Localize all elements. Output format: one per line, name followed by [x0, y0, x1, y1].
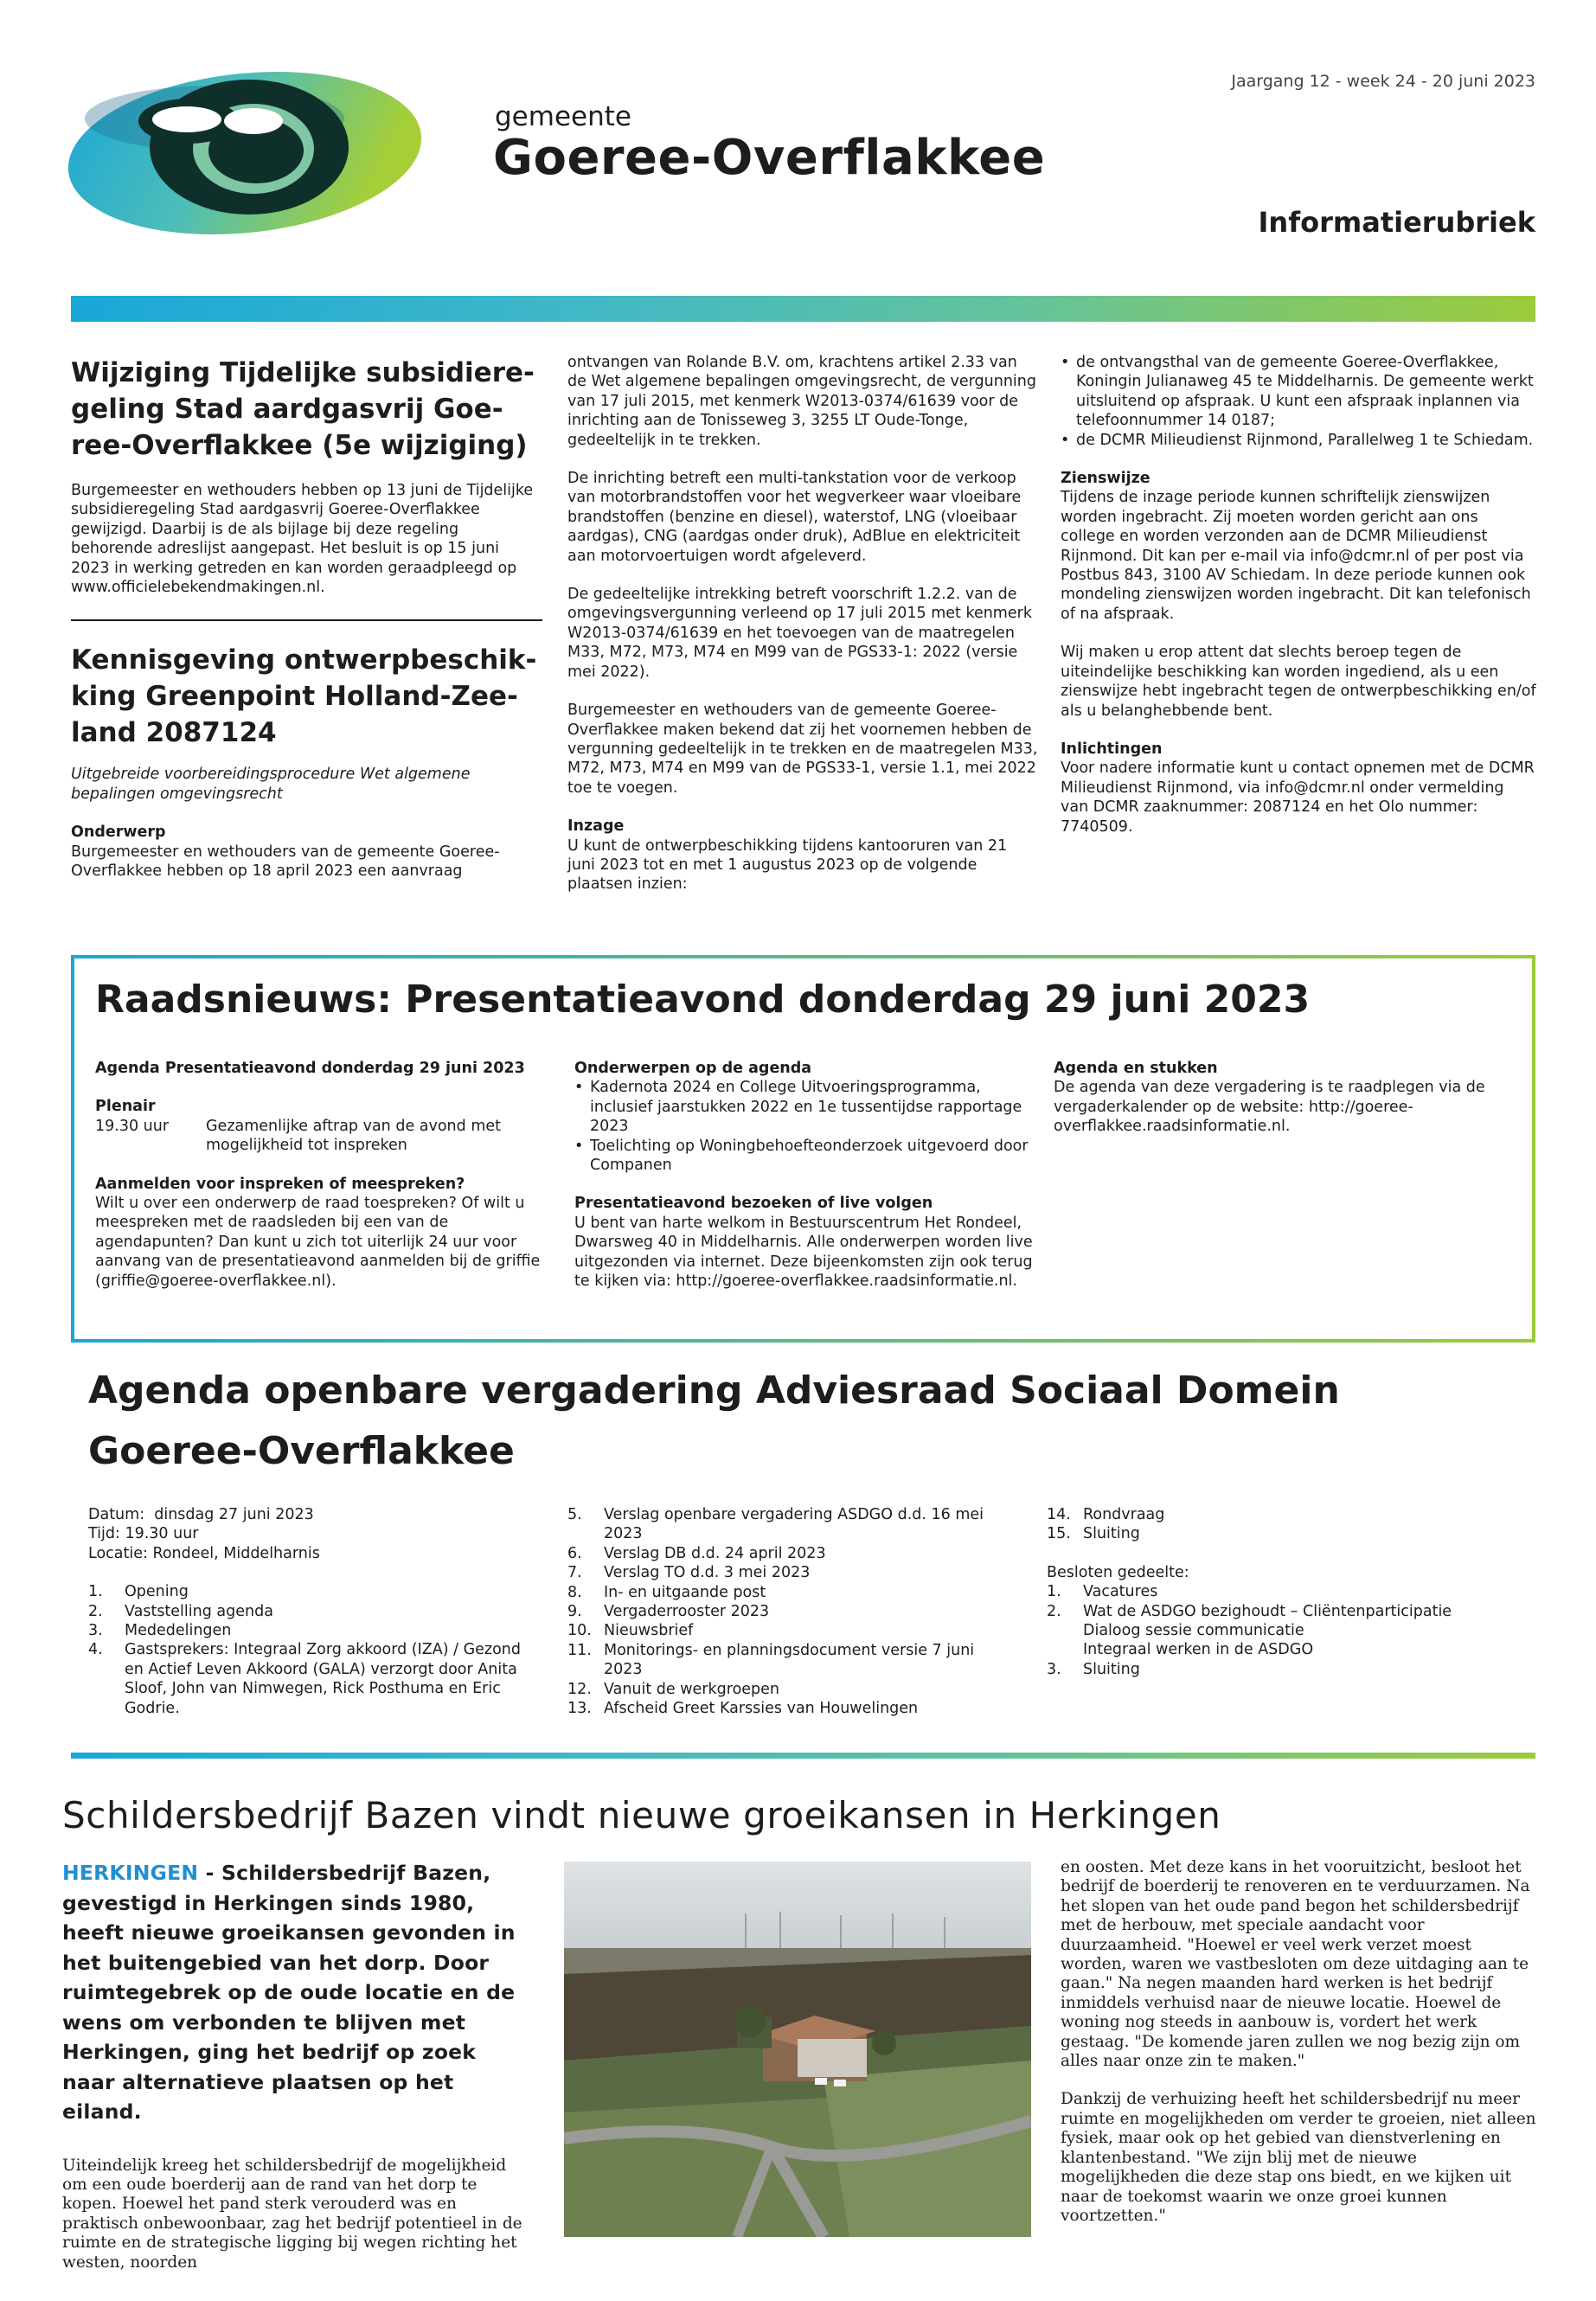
onderwerpen-list: [574, 1078, 1033, 1175]
greenpoint-p1: ontvangen van Rolande B.V. om, krachtens artikel 2.33 van de Wet algemene bepalingen omgevingsrecht, de vergunning van 17 juli 2015, met kenmerk W2013-0374/61639 voor de inrichting aan de Tonisseweg 3, 3255 LT Oude-Tonge, gedeeltelijk in te trekken.: [567, 354, 1036, 449]
article-subsidie-title: Wijziging Tijdelijke subsidiere-geling Stad aardgasvrij Goe-ree-Overflakkee (5e wijziging): [71, 357, 535, 461]
list-item: • Toelichting op Woningbehoefteonderzoek uitgevoerd door Companen: [590, 1137, 1033, 1176]
inlichtingen-text: Voor nadere informatie kunt u contact opnemen met de DCMR Milieudienst Rijnmond, via info@dcmr.nl onder vermelding van DCMR zaaknummer: 2087124 en het Olo nummer: 7740509.: [1061, 760, 1535, 836]
news-col-3: [1061, 1858, 1538, 2226]
greenpoint-p3: De gedeeltelijke intrekking betreft voorschrift 1.2.2. van de omgevingsvergunning verleend op 17 juli 2015 met kenmerk W2013-0374/61639 en het toevoegen van de maatregelen M33, M72, M73, M74 en M99 van de PGS33-1: 2022 (versie mei 2022).: [567, 586, 1032, 681]
news-lead: [62, 1858, 535, 2127]
municipality-logo: [67, 71, 448, 253]
asd-locatie: Locatie: Rondeel, Middelharnis: [88, 1544, 320, 1562]
list-item: 2. Vaststelling agenda: [88, 1602, 273, 1620]
asd-agenda-list-1: [88, 1582, 538, 1718]
greenpoint-p4: Burgemeester en wethouders van de gemeente Goeree-Overflakkee maken bekend dat zij het voornemen hebben de vergunning gedeeltelijk in te trekken en de maatregelen M33, M72, M73, M74 en M99 van de PGS33-1, versie 1.1, mei 2022 toe te voegen.: [567, 702, 1038, 797]
article-col-1: [71, 355, 542, 881]
greenpoint-p2: De inrichting betreft een multi-tankstation voor de verkoop van motorbrandstoffen voor het wegverkeer waar vloeibare brandstoffen (benzine en diesel), waterstof, LNG (vloeibaar aardgas), CNG (aardgas onder druk), AdBlue en elektriciteit aan motorvoertuigen wordt afgeleverd.: [567, 470, 1022, 565]
asd-agenda-list-3: [1047, 1505, 1514, 1544]
aanmelden-heading: Aanmelden voor inspreken of meespreken?: [95, 1175, 465, 1193]
beroep-text: Wij maken u erop attent dat slechts beroep tegen de uiteindelijke beschikking kan worden ingediend, als u een zienswijze hebt ingebracht tegen de ontwerpbeschikking en/of als u belanghebbende bent.: [1061, 644, 1536, 720]
list-item: 9. Vergaderrooster 2023: [567, 1603, 770, 1621]
asd-col-3: [1047, 1505, 1514, 1679]
inzage-heading: Inzage: [567, 817, 625, 836]
raad-col-2: [574, 1059, 1033, 1291]
article-col-2: [567, 353, 1038, 894]
plenair-text: Gezamenlijke aftrap van de avond met mogelijkheid tot inspreken: [206, 1117, 501, 1155]
org-name: Goeree-Overflakkee: [493, 130, 1046, 186]
list-item: 5. Verslag openbare vergadering ASDGO d.d. 16 mei 2023: [567, 1506, 984, 1543]
list-item: • Kadernota 2024 en College Uitvoeringsprogramma, inclusief jaarstukken 2022 en 1e tussentijdse rapportage 2023: [590, 1078, 1033, 1136]
list-item: 11. Monitorings- en planningsdocument versie 7 juni 2023: [567, 1641, 975, 1679]
article-col-3: [1061, 353, 1536, 836]
asd-tijd: Tijd: 19.30 uur: [88, 1525, 199, 1543]
article-greenpoint-title: Kennisgeving ontwerpbeschik-king Greenpoint Holland-Zee-land 2087124: [71, 644, 537, 749]
list-item: Dialoog sessie communicatie: [1083, 1622, 1304, 1640]
divider: [71, 619, 542, 621]
article-subsidie-body: Burgemeester en wethouders hebben op 13 juni de Tijdelijke subsidieregeling Stad aardgasvrij Goeree-Overflakkee gewijzigd. Daarbij is de als bijlage bij deze regeling behorende adreslijst aangepast. Het besluit is op 15 juni 2023 in werking getreden en kan worden geraadpleegd op www.officielebekendmakingen.nl.: [71, 482, 534, 597]
zienswijze-heading: Zienswijze: [1061, 470, 1151, 488]
article-greenpoint-subtitle: Uitgebreide voorbereidingsprocedure Wet algemene bepalingen omgevingsrecht: [71, 766, 471, 803]
onderwerpen-heading: Onderwerpen op de agenda: [574, 1060, 812, 1077]
besloten-list: [1047, 1582, 1514, 1679]
news-col-1: [62, 1858, 535, 2272]
news-p2: en oosten. Met deze kans in het vooruitzicht, besloot het bedrijf de boerderij te renoveren en te verduurzamen. Na het slopen van het oude pand begon het schildersbedrijf met de herbouw, met speciale aandacht voor duurzaamheid. "Hoewel er veel werk verzet moest worden, waren we vastbesloten om deze uitdaging aan te gaan." Na negen maanden hard werken is het bedrijf inmiddels verhuisd naar de nieuwe locatie. Hoewel de woning nog steeds in aanbouw is, vordert het werk gestaag. "De komende jaren zullen we nog bezig zijn om alles naar onze zin te maken.": [1061, 1858, 1530, 2071]
news-p1: Uiteindelijk kreeg het schildersbedrijf de mogelijkheid om een oude boerderij aan de rand van het dorp te kopen. Hoewel het pand sterk verouderd was en praktisch onbewoonbaar, zag het bedrijf potentieel in de ruimte en de strategische ligging bij wegen richting het westen, noorden: [62, 2156, 522, 2272]
stukken-heading: Agenda en stukken: [1054, 1060, 1218, 1077]
news-p3: Dankzij de verhuizing heeft het schildersbedrijf nu meer ruimte en mogelijkheden om verder te groeien, niet alleen fysiek, maar ook op het gebied van dienstverlening en klantenbestand. "We zijn blij met de nieuwe mogelijkheden die deze stap ons biedt, en we kijken uit naar de toekomst waarin we onze groei kunnen voortzetten.": [1061, 2090, 1536, 2225]
issue-line: Jaargang 12 - week 24 - 20 juni 2023: [1231, 72, 1535, 91]
news-lead-text: - Schildersbedrijf Bazen, gevestigd in Herkingen sinds 1980, heeft nieuwe groeikansen gevonden in het buitengebied van het dorp. Door ruimtegebrek op de oude locatie en de wens om verbonden te blijven met Herkingen, ging het bedrijf op zoek naar alternatieve plaatsen op het eiland.: [62, 1861, 516, 2124]
list-item: 7. Verslag TO d.d. 3 mei 2023: [567, 1564, 811, 1582]
raadsnieuws-title: Raadsnieuws: Presentatieavond donderdag 29 juni 2023: [95, 977, 1311, 1022]
onderwerp-heading: Onderwerp: [71, 824, 166, 842]
raadsnieuws-box: [71, 955, 1535, 1343]
list-item: 4. Gastsprekers: Integraal Zorg akkoord (IZA) / Gezond en Actief Leven Akkoord (GALA) verzorgt door Anita Sloof, John van Nimwegen, Rick Posthuma en Eric Godrie.: [88, 1641, 521, 1717]
asd-agenda-list-2: [567, 1505, 1017, 1718]
list-item: 8. In- en uitgaande post: [567, 1583, 766, 1601]
list-item: 14. Rondvraag: [1047, 1506, 1165, 1523]
asd-col-2: [567, 1505, 1017, 1718]
raad-col-1: [95, 1059, 545, 1291]
asd-title-line-1: Agenda openbare vergadering Adviesraad Sociaal Domein: [88, 1368, 1340, 1413]
list-item: 12. Vanuit de werkgroepen: [567, 1680, 780, 1698]
besloten-heading: Besloten gedeelte:: [1047, 1563, 1189, 1581]
onderwerp-text: Burgemeester en wethouders van de gemeente Goeree-Overflakkee hebben op 18 april 2023 een aanvraag: [71, 843, 500, 881]
list-item: 13. Afscheid Greet Karssies van Houwelingen: [567, 1700, 919, 1718]
plenair-row: [95, 1117, 545, 1156]
asd-title-line-2: Goeree-Overflakkee: [88, 1429, 515, 1473]
section-title: Informatierubriek: [1258, 206, 1535, 239]
header-bar: [71, 296, 1535, 322]
inlichtingen-heading: Inlichtingen: [1061, 740, 1163, 758]
stukken-text: De agenda van deze vergadering is te raadplegen via de vergaderkalender op de website: http://goeree-overflakkee.raadsinformatie.nl.: [1054, 1079, 1485, 1136]
list-item: 2. Wat de ASDGO bezighoudt – Cliëntenparticipatie: [1047, 1602, 1452, 1620]
list-item: 3. Sluiting: [1047, 1660, 1140, 1678]
inzage-locations: [1061, 353, 1536, 450]
org-small: gemeente: [495, 101, 631, 132]
section-divider: [71, 1753, 1535, 1759]
asd-col-1: [88, 1505, 538, 1718]
news-headline: Schildersbedrijf Bazen vindt nieuwe groeikansen in Herkingen: [62, 1794, 1221, 1836]
farm-aerial-photo: [564, 1862, 1031, 2237]
raad-col-3: [1054, 1059, 1486, 1137]
news-dateline: HERKINGEN: [62, 1861, 199, 1885]
live-text: U bent van harte welkom in Bestuurscentrum Het Rondeel, Dwarsweg 40 in Middelharnis. Alle onderwerpen worden live uitgezonden via internet. Deze bijeenkomsten zijn ook terug te kijken via: http://goeree-overflakkee.raadsinformatie.nl.: [574, 1214, 1033, 1291]
header: [0, 0, 1596, 320]
inzage-text: U kunt de ontwerpbeschikking tijdens kantooruren van 21 juni 2023 tot en met 1 augustus 2023 op de volgende plaatsen inzien:: [567, 836, 1008, 894]
list-item: 15. Sluiting: [1047, 1525, 1140, 1543]
live-heading: Presentatieavond bezoeken of live volgen: [574, 1195, 933, 1213]
agenda-heading: Agenda Presentatieavond donderdag 29 juni 2023: [95, 1060, 525, 1077]
plenair-heading: Plenair: [95, 1098, 156, 1116]
asd-datum: Datum: dinsdag 27 juni 2023: [88, 1506, 314, 1523]
list-item: • de ontvangsthal van de gemeente Goeree-Overflakkee, Koningin Julianaweg 45 te Middelharnis. De gemeente werkt uitsluitend op afspraak. U kunt een afspraak inplannen via telefoonnummer 14 0187;: [1076, 353, 1536, 431]
list-item: Integraal werken in de ASDGO: [1083, 1641, 1314, 1659]
list-item: 6. Verslag DB d.d. 24 april 2023: [567, 1544, 826, 1562]
list-item: • de DCMR Milieudienst Rijnmond, Parallelweg 1 te Schiedam.: [1076, 431, 1536, 450]
list-item: 1. Vacatures: [1047, 1583, 1158, 1601]
zienswijze-text: Tijdens de inzage periode kunnen schriftelijk zienswijzen worden ingebracht. Zij moeten worden gericht aan ons college en worden verzonden aan de DCMR Milieudienst Rijnmond. Dit kan per e-mail via info@dcmr.nl of per post via Postbus 843, 3100 AV Schiedam. In deze periode kunnen ook mondeling zienswijzen worden ingebracht. Dit kan telefonisch of na afspraak.: [1061, 489, 1531, 623]
aanmelden-text: Wilt u over een onderwerp de raad toespreken? Of wilt u meespreken met de raadsleden bij een van de agendapunten? Dan kunt u zich tot uiterlijk 24 uur voor aanvang van de presentatieavond aanmelden bij de griffie (griffie@goeree-overflakkee.nl).: [95, 1195, 541, 1290]
list-item: 10. Nieuwsbrief: [567, 1622, 694, 1640]
plenair-time: 19.30 uur: [95, 1117, 170, 1135]
list-item: 3. Mededelingen: [88, 1622, 232, 1640]
list-item: 1. Opening: [88, 1583, 189, 1601]
